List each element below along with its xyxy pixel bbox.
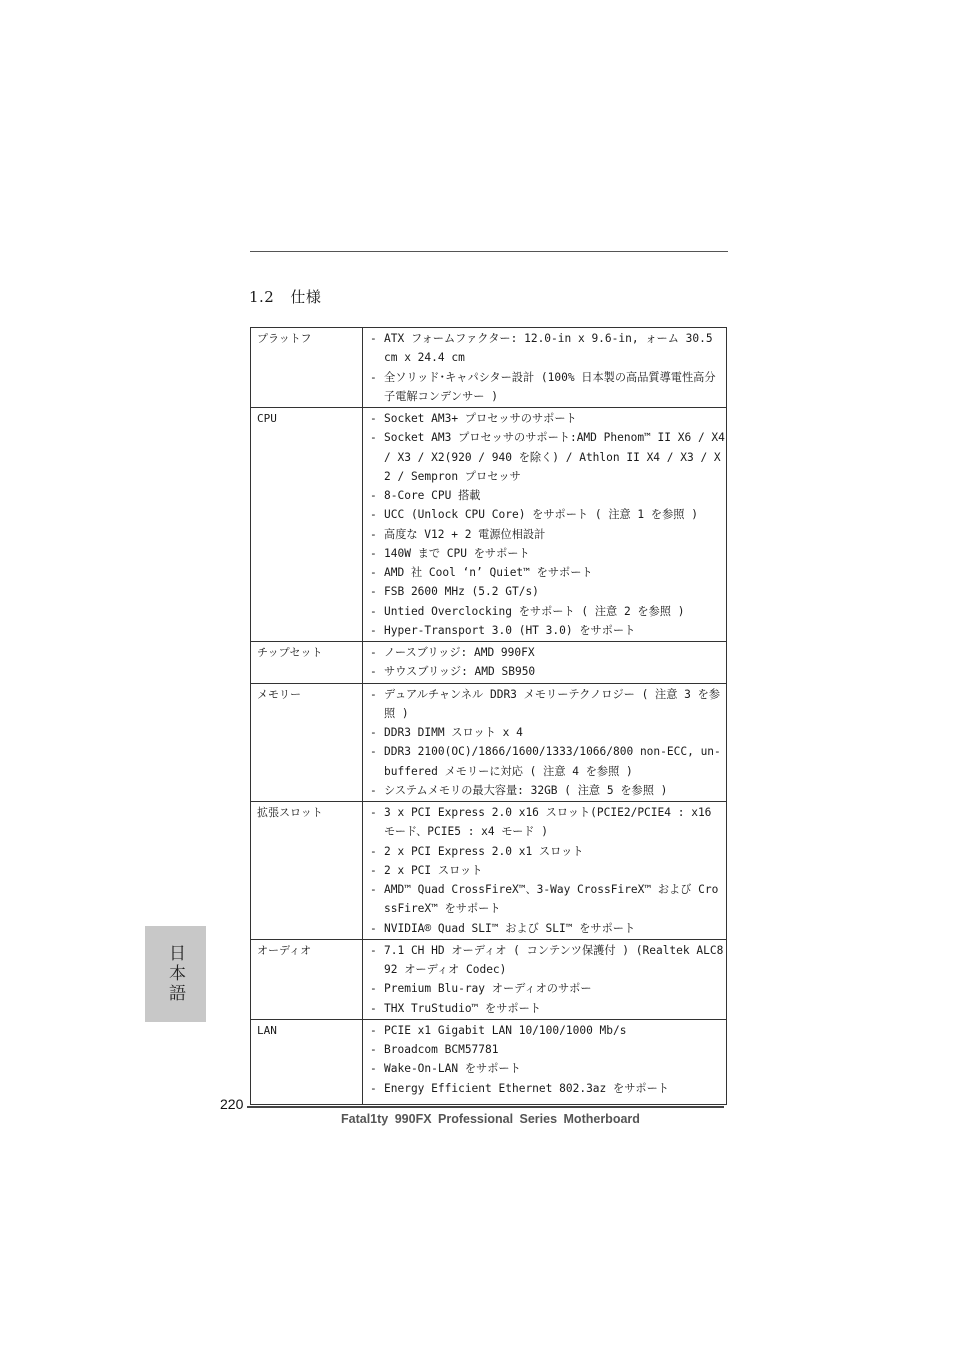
- spec-item: [370, 979, 725, 998]
- spec-item: [370, 525, 725, 544]
- spec-item: [370, 1040, 725, 1059]
- spec-item: [370, 802, 725, 842]
- spec-item: [370, 602, 725, 621]
- bullet-dash: -: [370, 883, 377, 896]
- spec-item: [370, 428, 732, 486]
- bullet-dash: -: [370, 982, 377, 996]
- spec-item: [370, 999, 725, 1019]
- spec-label: CPU: [251, 408, 363, 642]
- spec-label: チップセット: [251, 642, 363, 684]
- spec-item: [370, 723, 725, 742]
- spec-row: [251, 802, 727, 940]
- spec-item-text: Socket AM3+ プロセッサのサポート: [384, 412, 577, 425]
- spec-item: [370, 842, 725, 861]
- bullet-dash: -: [370, 863, 377, 877]
- bullet-dash: -: [370, 1023, 377, 1037]
- spec-item: [370, 742, 725, 781]
- bullet-dash: -: [370, 921, 377, 935]
- section-title: 仕様: [290, 288, 322, 306]
- spec-item-text: システムメモリの最大容量: 32GB ( 注意 5 を参照 ): [384, 783, 668, 797]
- spec-item-text: NVIDIA® Quad SLI™ および SLI™ をサポート: [384, 921, 636, 935]
- spec-label: メモリー: [251, 683, 363, 802]
- spec-item: [370, 684, 725, 724]
- spec-items: [363, 683, 727, 802]
- spec-item-text: デュアルチャンネル DDR3 メモリーテクノロジー ( 注意 3 を参照 ): [384, 687, 721, 720]
- spec-item: [370, 1079, 725, 1099]
- footer-rule: [247, 1106, 724, 1108]
- spec-row: [251, 408, 727, 642]
- spec-item: [370, 1020, 725, 1040]
- bullet-dash: -: [370, 623, 377, 637]
- spec-item: [370, 505, 725, 524]
- spec-item-text: 8-Core CPU 搭載: [384, 489, 481, 502]
- top-rule: [250, 251, 728, 252]
- spec-items: [363, 939, 727, 1019]
- bullet-dash: -: [370, 527, 377, 541]
- spec-item-text: 全ソリッド･キャパシター設計 (100% 日本製の高品質導電性高分子電解コンデンサー ): [384, 370, 716, 403]
- spec-item: [370, 642, 725, 662]
- spec-item-text: Wake-On-LAN をサポート: [384, 1062, 521, 1076]
- spec-items: [363, 408, 732, 642]
- spec-row: [251, 683, 727, 802]
- spec-table: [250, 327, 732, 1105]
- footer-title: Fatal1ty 990FX Professional Series Motherboard: [341, 1112, 640, 1126]
- bullet-dash: -: [370, 546, 377, 560]
- spec-item-text: AMD™ Quad CrossFireX™、3-Way CrossFireX™ および CrossFireX™ をサポート: [384, 883, 719, 916]
- spec-item-text: 3 x PCI Express 2.0 x16 スロット(PCIE2/PCIE4 : x16 モード、PCIE5 : x4 モード ): [384, 806, 719, 839]
- bullet-dash: -: [370, 566, 377, 579]
- row-padding: [370, 1099, 725, 1104]
- section-number: 1.2: [249, 288, 275, 306]
- bullet-dash: -: [370, 844, 377, 858]
- spec-item-text: DDR3 DIMM スロット x 4: [384, 726, 523, 739]
- spec-item: [370, 328, 725, 368]
- spec-label: プラットフ: [251, 328, 363, 408]
- spec-item-text: Socket AM3 プロセッサのサポート:AMD Phenom™ II X6 / X4 / X3 / X2(920 / 940 を除く) / Athlon II X4 / X3 / X2 / Sempron プロセッサ: [384, 431, 732, 483]
- spec-item: [370, 940, 725, 980]
- section-heading: [249, 286, 321, 307]
- spec-item: [370, 408, 725, 428]
- spec-item-text: 2 x PCI Express 2.0 x1 スロット: [384, 844, 584, 858]
- spec-table-body: [251, 328, 732, 1105]
- spec-items: [363, 328, 727, 408]
- spec-item: [370, 368, 725, 408]
- bullet-dash: -: [370, 1001, 377, 1015]
- bullet-dash: -: [370, 783, 377, 797]
- spec-item-text: 2 x PCI スロット: [384, 863, 483, 877]
- spec-item-text: ノースブリッジ: AMD 990FX: [384, 646, 535, 659]
- bullet-dash: -: [370, 646, 377, 659]
- spec-item: [370, 563, 725, 582]
- bullet-dash: -: [370, 332, 377, 345]
- spec-row: [251, 328, 727, 408]
- spec-item-text: Energy Efficient Ethernet 802.3az をサポート: [384, 1081, 669, 1095]
- spec-label: オーディオ: [251, 939, 363, 1019]
- bullet-dash: -: [370, 585, 377, 599]
- spec-item: [370, 662, 725, 682]
- bullet-dash: -: [370, 370, 377, 384]
- bullet-dash: -: [370, 1062, 377, 1076]
- spec-row: [251, 1019, 727, 1104]
- spec-item: [370, 919, 725, 939]
- language-label: 日本語: [165, 944, 185, 1004]
- spec-item: [370, 781, 725, 801]
- spec-item: [370, 880, 725, 919]
- spec-item-text: 7.1 CH HD オーディオ ( コンテンツ保護付 ) (Realtek ALC892 オーディオ Codec): [384, 943, 724, 976]
- spec-item-text: AMD 社 Cool ‘n’ Quiet™ をサポート: [384, 566, 593, 579]
- bullet-dash: -: [370, 604, 377, 618]
- spec-item: [370, 861, 725, 880]
- page-number: 220: [220, 1096, 244, 1112]
- spec-item-text: Untied Overclocking をサポート ( 注意 2 を参照 ): [384, 604, 685, 618]
- spec-item: [370, 621, 725, 641]
- bullet-dash: -: [370, 431, 377, 445]
- spec-item-text: 高度な V12 + 2 電源位相設計: [384, 527, 546, 541]
- spec-item-text: 140W まで CPU をサポート: [384, 546, 530, 560]
- spec-item-text: PCIE x1 Gigabit LAN 10/100/1000 Mb/s: [384, 1023, 627, 1037]
- bullet-dash: -: [370, 665, 377, 679]
- bullet-dash: -: [370, 412, 377, 425]
- spec-item-text: サウスブリッジ: AMD SB950: [384, 665, 536, 679]
- spec-item-text: FSB 2600 MHz (5.2 GT/s): [384, 585, 539, 599]
- spec-item: [370, 1059, 725, 1078]
- bullet-dash: -: [370, 1043, 377, 1056]
- bullet-dash: -: [370, 943, 377, 957]
- spec-item: [370, 582, 725, 601]
- spec-item-text: Hyper-Transport 3.0 (HT 3.0) をサポート: [384, 623, 636, 637]
- spec-items: [363, 642, 727, 684]
- bullet-dash: -: [370, 806, 377, 819]
- spec-item: [370, 544, 725, 563]
- spec-item-text: Broadcom BCM57781: [384, 1043, 499, 1056]
- language-side-tab: [145, 926, 206, 1022]
- spec-item-text: UCC (Unlock CPU Core) をサポート ( 注意 1 を参照 ): [384, 508, 698, 522]
- bullet-dash: -: [370, 687, 377, 701]
- spec-item-text: THX TruStudio™ をサポート: [384, 1001, 541, 1015]
- bullet-dash: -: [370, 726, 377, 739]
- spec-item: [370, 486, 725, 505]
- spec-items: [363, 802, 727, 940]
- spec-item-text: ATX フォームファクター: 12.0-in x 9.6-in, ォーム 30.5 cm x 24.4 cm: [384, 332, 720, 365]
- bullet-dash: -: [370, 745, 377, 759]
- spec-item-text: Premium Blu-ray オーディオのサポー: [384, 982, 592, 996]
- spec-label: 拡張スロット: [251, 802, 363, 940]
- bullet-dash: -: [370, 1081, 377, 1095]
- bullet-dash: -: [370, 489, 377, 502]
- spec-label: LAN: [251, 1019, 363, 1104]
- spec-items: [363, 1019, 727, 1104]
- bullet-dash: -: [370, 508, 377, 522]
- spec-row: [251, 939, 727, 1019]
- spec-row: [251, 642, 727, 684]
- spec-item-text: DDR3 2100(OC)/1866/1600/1333/1066/800 non-ECC, un-buffered メモリーに対応 ( 注意 4 を参照 ): [384, 745, 721, 778]
